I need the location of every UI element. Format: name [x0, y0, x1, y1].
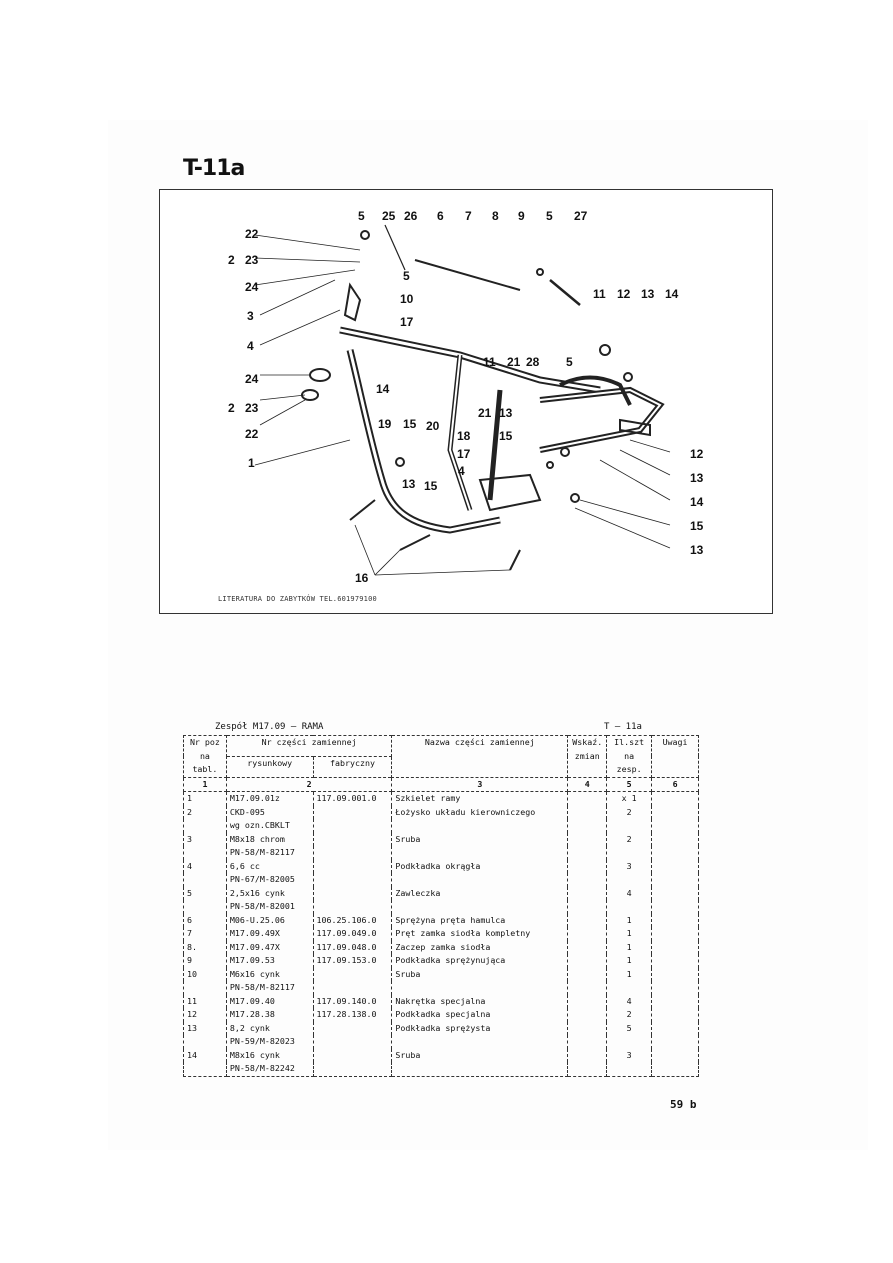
cell-fabryczny [313, 873, 392, 887]
cell-nazwa: Łożysko układu kierowniczego [392, 806, 568, 820]
svg-text:13: 13 [690, 543, 704, 557]
cell-fabryczny [313, 819, 392, 833]
cell-il-szt [607, 819, 652, 833]
svg-text:25: 25 [382, 209, 396, 223]
header-nr-poz: Nr poz na tabl. [184, 736, 227, 778]
svg-text:24: 24 [245, 280, 259, 294]
svg-text:10: 10 [400, 292, 414, 306]
cell-nr: 10 [184, 968, 227, 982]
svg-text:8: 8 [492, 209, 499, 223]
cell-nr [184, 1062, 227, 1076]
table-row [184, 995, 699, 1009]
cell-nazwa: Sruba [392, 833, 568, 847]
cell-nr [184, 873, 227, 887]
svg-text:21: 21 [478, 406, 492, 420]
cell-nazwa [392, 819, 568, 833]
table-row [184, 1022, 699, 1036]
cell-rysunkowy: M17.28.38 [226, 1008, 313, 1022]
cell-nazwa: Zawleczka [392, 887, 568, 901]
svg-text:19: 19 [378, 417, 392, 431]
cell-rysunkowy: 8,2 cynk [226, 1022, 313, 1036]
parts-table [183, 735, 699, 1077]
col-num: 3 [392, 777, 568, 792]
cell-rysunkowy: M17.09.01z [226, 792, 313, 806]
cell-nr [184, 900, 227, 914]
table-row [184, 873, 699, 887]
cell-uwagi [652, 1035, 699, 1049]
cell-rysunkowy: M8x18 chrom [226, 833, 313, 847]
header-nazwa: Nazwa części zamiennej [392, 736, 568, 778]
svg-text:9: 9 [518, 209, 525, 223]
cell-nr [184, 819, 227, 833]
table-row [184, 914, 699, 928]
cell-il-szt: 1 [607, 927, 652, 941]
cell-rysunkowy: PN-67/M-82005 [226, 873, 313, 887]
cell-wskaz [568, 846, 607, 860]
cell-wskaz [568, 1049, 607, 1063]
cell-nazwa: Zaczep zamka siodła [392, 941, 568, 955]
cell-il-szt: 4 [607, 995, 652, 1009]
cell-nazwa: Nakrętka specjalna [392, 995, 568, 1009]
cell-rysunkowy: M17.09.40 [226, 995, 313, 1009]
cell-nazwa [392, 1062, 568, 1076]
svg-text:5: 5 [358, 209, 365, 223]
cell-il-szt [607, 846, 652, 860]
cell-uwagi [652, 1062, 699, 1076]
cell-fabryczny: 106.25.106.0 [313, 914, 392, 928]
cell-uwagi [652, 968, 699, 982]
cell-rysunkowy: PN-58/M-82001 [226, 900, 313, 914]
cell-nr: 2 [184, 806, 227, 820]
cell-uwagi [652, 981, 699, 995]
cell-uwagi [652, 806, 699, 820]
cell-uwagi [652, 1049, 699, 1063]
cell-nr: 1 [184, 792, 227, 806]
cell-rysunkowy: PN-58/M-82242 [226, 1062, 313, 1076]
svg-text:13: 13 [690, 471, 704, 485]
figure-credit: LITERATURA DO ZABYTKÓW TEL.601979100 [218, 595, 377, 603]
col-num: 2 [226, 777, 392, 792]
cell-wskaz [568, 833, 607, 847]
cell-nazwa: Podkładka specjalna [392, 1008, 568, 1022]
table-row [184, 927, 699, 941]
cell-nr [184, 846, 227, 860]
cell-rysunkowy: 2,5x16 cynk [226, 887, 313, 901]
cell-fabryczny: 117.09.153.0 [313, 954, 392, 968]
cell-wskaz [568, 860, 607, 874]
cell-nr: 13 [184, 1022, 227, 1036]
cell-il-szt [607, 1062, 652, 1076]
cell-rysunkowy: M17.09.49X [226, 927, 313, 941]
svg-text:18: 18 [457, 429, 471, 443]
cell-rysunkowy: M17.09.47X [226, 941, 313, 955]
cell-wskaz [568, 1035, 607, 1049]
table-row [184, 981, 699, 995]
cell-il-szt: 2 [607, 806, 652, 820]
svg-text:17: 17 [400, 315, 414, 329]
svg-text:17: 17 [457, 447, 471, 461]
cell-nazwa: Podkładka sprężysta [392, 1022, 568, 1036]
cell-il-szt [607, 873, 652, 887]
cell-wskaz [568, 1022, 607, 1036]
cell-uwagi [652, 900, 699, 914]
table-row [184, 900, 699, 914]
cell-nazwa: Podkładka okrągła [392, 860, 568, 874]
svg-text:12: 12 [617, 287, 631, 301]
col-num: 6 [652, 777, 699, 792]
cell-il-szt: 1 [607, 914, 652, 928]
table-row [184, 1049, 699, 1063]
cell-fabryczny: 117.09.048.0 [313, 941, 392, 955]
cell-il-szt: 4 [607, 887, 652, 901]
cell-fabryczny: 117.28.138.0 [313, 1008, 392, 1022]
cell-fabryczny [313, 887, 392, 901]
cell-il-szt: 3 [607, 1049, 652, 1063]
cell-wskaz [568, 1062, 607, 1076]
svg-text:22: 22 [245, 427, 259, 441]
cell-il-szt [607, 981, 652, 995]
cell-fabryczny: 117.09.140.0 [313, 995, 392, 1009]
cell-nr: 12 [184, 1008, 227, 1022]
svg-text:6: 6 [437, 209, 444, 223]
svg-text:5: 5 [566, 355, 573, 369]
cell-rysunkowy: 6,6 cc [226, 860, 313, 874]
cell-nazwa: Podkładka sprężynująca [392, 954, 568, 968]
cell-il-szt [607, 1035, 652, 1049]
cell-uwagi [652, 1008, 699, 1022]
cell-fabryczny [313, 1049, 392, 1063]
cell-il-szt: 1 [607, 941, 652, 955]
svg-text:14: 14 [376, 382, 390, 396]
svg-text:15: 15 [424, 479, 438, 493]
cell-nr: 3 [184, 833, 227, 847]
table-row [184, 954, 699, 968]
cell-wskaz [568, 927, 607, 941]
cell-wskaz [568, 995, 607, 1009]
svg-text:14: 14 [690, 495, 704, 509]
cell-nr: 11 [184, 995, 227, 1009]
cell-nazwa: Pręt zamka siodła kompletny [392, 927, 568, 941]
table-row [184, 941, 699, 955]
cell-uwagi [652, 954, 699, 968]
col-num: 4 [568, 777, 607, 792]
cell-fabryczny [313, 900, 392, 914]
table-row [184, 792, 699, 806]
svg-text:15: 15 [690, 519, 704, 533]
cell-fabryczny [313, 1022, 392, 1036]
svg-text:12: 12 [690, 447, 704, 461]
svg-text:5: 5 [403, 269, 410, 283]
cell-fabryczny [313, 846, 392, 860]
cell-nr [184, 1035, 227, 1049]
header-nr-czesci: Nr części zamiennej [226, 736, 392, 757]
cell-fabryczny [313, 806, 392, 820]
table-code: T – 11a [604, 722, 642, 732]
table-row [184, 887, 699, 901]
cell-nr: 5 [184, 887, 227, 901]
cell-uwagi [652, 846, 699, 860]
svg-text:24: 24 [245, 372, 259, 386]
svg-text:15: 15 [403, 417, 417, 431]
cell-fabryczny [313, 968, 392, 982]
cell-rysunkowy: wg ozn.CBKLT [226, 819, 313, 833]
header-rysunkowy: rysunkowy [226, 756, 313, 777]
col-num: 5 [607, 777, 652, 792]
cell-uwagi [652, 833, 699, 847]
cell-uwagi [652, 914, 699, 928]
page-number: 59 b [670, 1098, 697, 1111]
cell-uwagi [652, 927, 699, 941]
cell-fabryczny: 117.09.001.0 [313, 792, 392, 806]
cell-wskaz [568, 981, 607, 995]
cell-nazwa [392, 846, 568, 860]
cell-rysunkowy: PN-59/M-82023 [226, 1035, 313, 1049]
cell-wskaz [568, 900, 607, 914]
col-num: 1 [184, 777, 227, 792]
cell-nazwa [392, 873, 568, 887]
svg-text:11: 11 [593, 287, 606, 301]
svg-text:3: 3 [247, 309, 254, 323]
header-uwagi: Uwagi [652, 736, 699, 778]
cell-nazwa [392, 900, 568, 914]
svg-text:23: 23 [245, 401, 259, 415]
cell-il-szt: 1 [607, 954, 652, 968]
cell-nr: 8. [184, 941, 227, 955]
cell-uwagi [652, 819, 699, 833]
cell-nr: 4 [184, 860, 227, 874]
svg-text:28: 28 [526, 355, 540, 369]
cell-wskaz [568, 941, 607, 955]
svg-text:13: 13 [402, 477, 416, 491]
svg-text:16: 16 [355, 571, 369, 585]
exploded-view-figure [159, 189, 773, 614]
cell-nr: 6 [184, 914, 227, 928]
svg-text:15: 15 [499, 429, 513, 443]
svg-text:2: 2 [228, 253, 235, 267]
table-row [184, 846, 699, 860]
cell-fabryczny [313, 860, 392, 874]
cell-nazwa [392, 981, 568, 995]
table-row [184, 1008, 699, 1022]
svg-text:23: 23 [245, 253, 259, 267]
svg-text:22: 22 [245, 227, 259, 241]
cell-uwagi [652, 887, 699, 901]
cell-il-szt [607, 900, 652, 914]
svg-text:2: 2 [228, 401, 235, 415]
cell-nr: 9 [184, 954, 227, 968]
cell-wskaz [568, 968, 607, 982]
cell-wskaz [568, 806, 607, 820]
cell-il-szt: 5 [607, 1022, 652, 1036]
cell-uwagi [652, 873, 699, 887]
cell-rysunkowy: PN-58/M-82117 [226, 846, 313, 860]
cell-uwagi [652, 792, 699, 806]
svg-text:13: 13 [499, 406, 513, 420]
header-wskaz: Wskaź. zmian [568, 736, 607, 778]
cell-nazwa [392, 1035, 568, 1049]
svg-text:5: 5 [546, 209, 553, 223]
svg-text:21: 21 [507, 355, 521, 369]
cell-rysunkowy: M17.09.53 [226, 954, 313, 968]
svg-text:11: 11 [483, 355, 496, 369]
cell-fabryczny [313, 833, 392, 847]
cell-uwagi [652, 941, 699, 955]
svg-text:1: 1 [248, 456, 255, 470]
cell-rysunkowy: M6x16 cynk [226, 968, 313, 982]
table-row [184, 860, 699, 874]
plate-title: T-11a [183, 156, 245, 181]
cell-rysunkowy: M8x16 cynk [226, 1049, 313, 1063]
cell-rysunkowy: M06-U.25.06 [226, 914, 313, 928]
cell-wskaz [568, 954, 607, 968]
cell-rysunkowy: CKD-095 [226, 806, 313, 820]
cell-fabryczny [313, 1035, 392, 1049]
cell-uwagi [652, 860, 699, 874]
svg-text:13: 13 [641, 287, 655, 301]
cell-il-szt: 1 [607, 968, 652, 982]
header-il-szt: Il.szt na zesp. [607, 736, 652, 778]
header-fabryczny: fabryczny [313, 756, 392, 777]
cell-wskaz [568, 887, 607, 901]
cell-rysunkowy: PN-58/M-82117 [226, 981, 313, 995]
cell-fabryczny [313, 1062, 392, 1076]
cell-il-szt: 2 [607, 1008, 652, 1022]
svg-text:20: 20 [426, 419, 440, 433]
column-numbers-row [184, 777, 699, 792]
table-row [184, 806, 699, 820]
cell-wskaz [568, 914, 607, 928]
svg-text:26: 26 [404, 209, 418, 223]
cell-wskaz [568, 819, 607, 833]
cell-nazwa: Sruba [392, 1049, 568, 1063]
cell-nr: 7 [184, 927, 227, 941]
cell-il-szt: x 1 [607, 792, 652, 806]
frame-drawing [160, 190, 772, 613]
table-heading: Zespół M17.09 – RAMA [215, 722, 324, 732]
table-row [184, 968, 699, 982]
cell-wskaz [568, 1008, 607, 1022]
cell-nazwa: Szkielet ramy [392, 792, 568, 806]
cell-wskaz [568, 792, 607, 806]
svg-text:4: 4 [458, 464, 465, 478]
svg-text:7: 7 [465, 209, 472, 223]
table-row [184, 833, 699, 847]
svg-text:14: 14 [665, 287, 679, 301]
table-row [184, 819, 699, 833]
cell-fabryczny [313, 981, 392, 995]
cell-fabryczny: 117.09.049.0 [313, 927, 392, 941]
cell-nazwa: Sprężyna pręta hamulca [392, 914, 568, 928]
table-row [184, 1035, 699, 1049]
cell-il-szt: 2 [607, 833, 652, 847]
cell-nazwa: Sruba [392, 968, 568, 982]
cell-nr: 14 [184, 1049, 227, 1063]
svg-text:27: 27 [574, 209, 588, 223]
svg-text:4: 4 [247, 339, 254, 353]
cell-nr [184, 981, 227, 995]
cell-uwagi [652, 995, 699, 1009]
cell-il-szt: 3 [607, 860, 652, 874]
cell-wskaz [568, 873, 607, 887]
cell-uwagi [652, 1022, 699, 1036]
table-row [184, 1062, 699, 1076]
